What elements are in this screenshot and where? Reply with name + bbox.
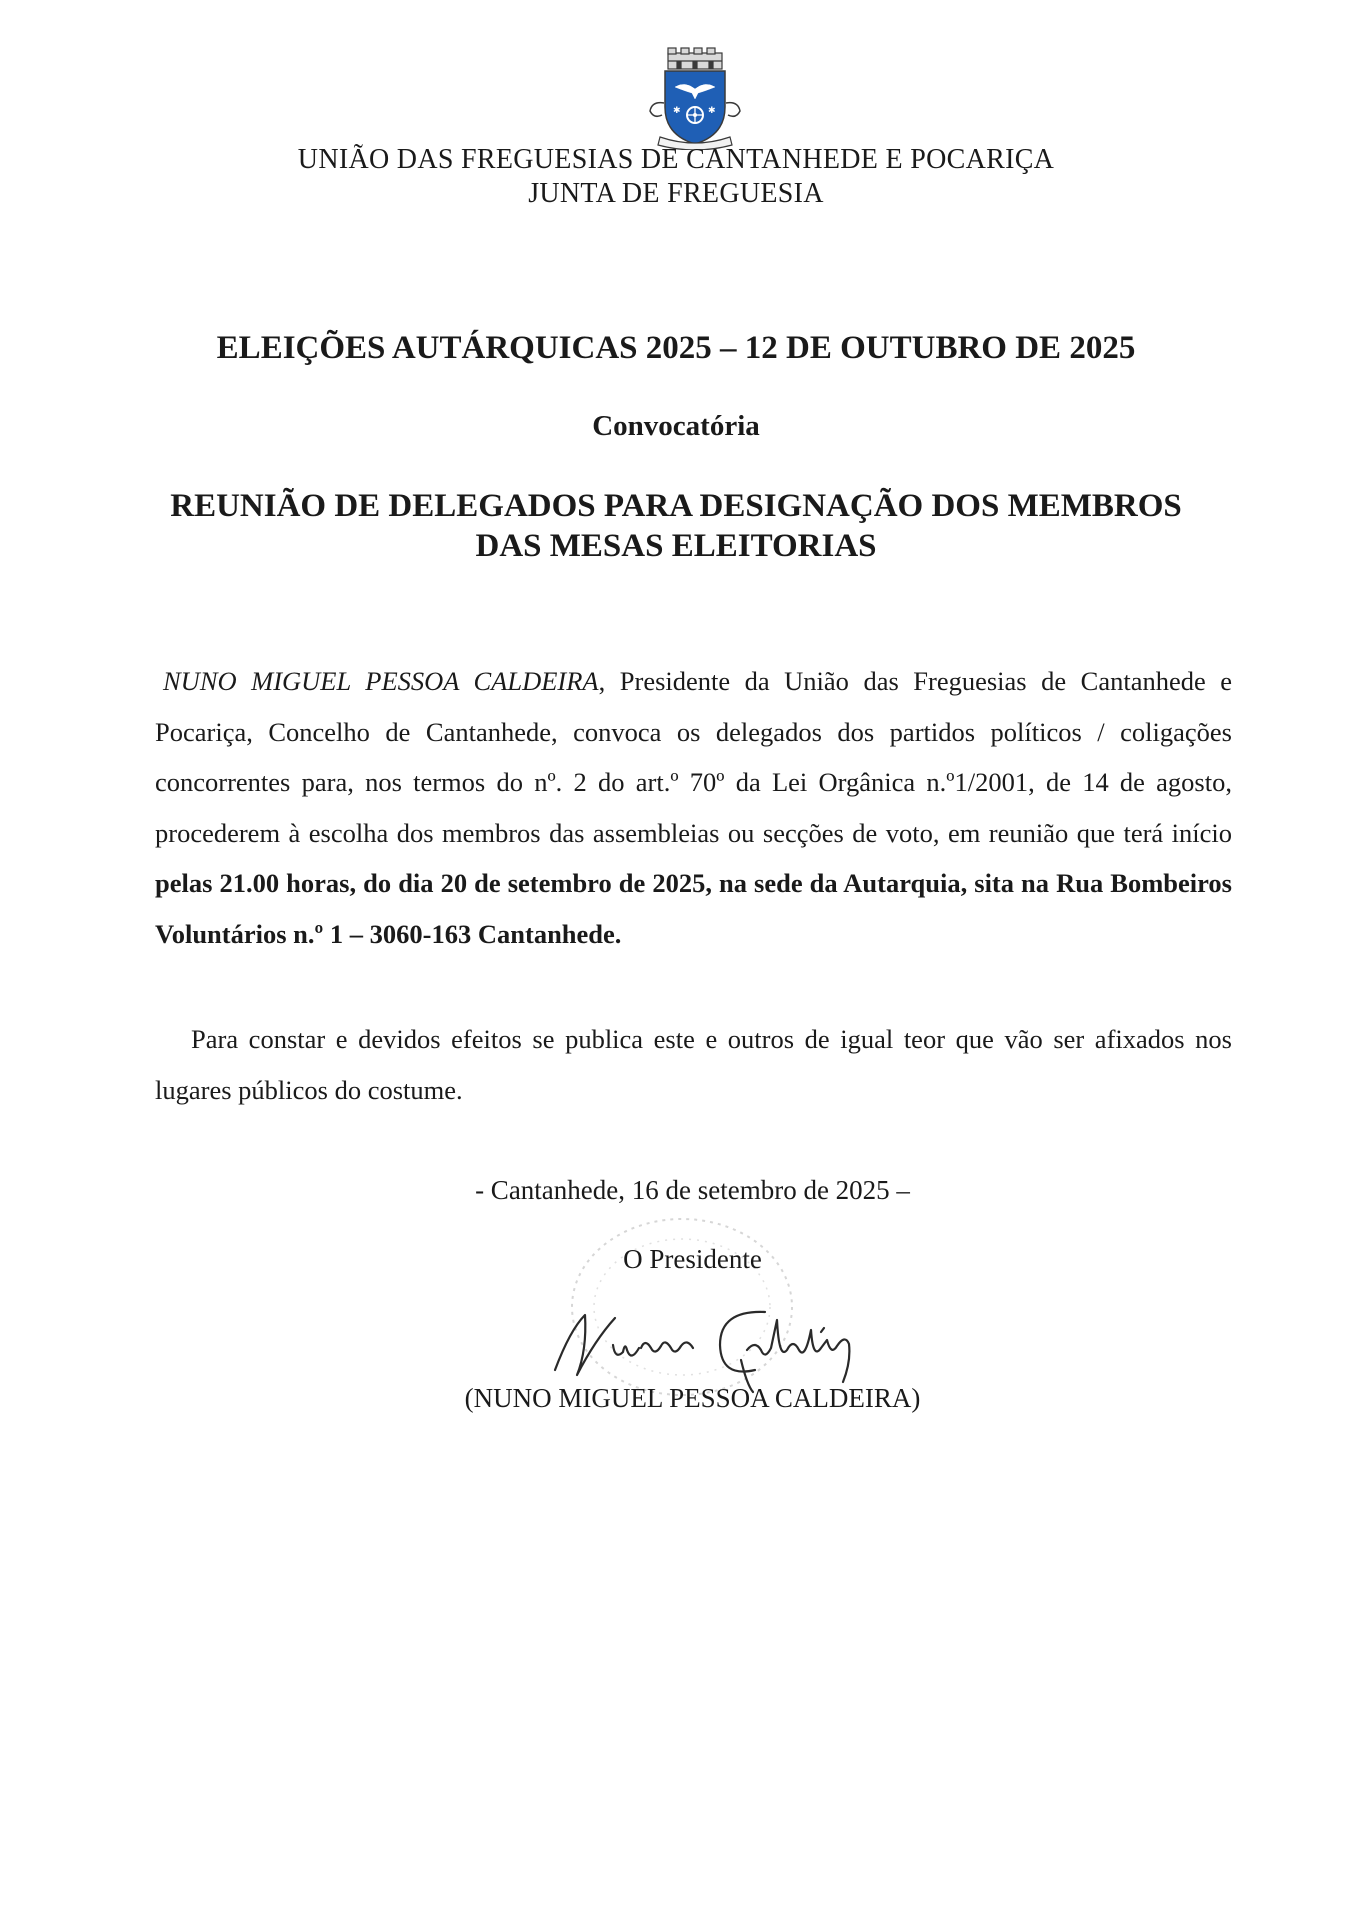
signatory-role: O Presidente bbox=[623, 1244, 762, 1274]
body-paragraph-1 bbox=[155, 656, 1232, 959]
body-paragraph-1-text: , Presidente da União das Freguesias de Cantanhede e Pocariça, Concelho de Cantanhede, convoca os delegados dos partidos políticos / coligações concorrentes para, nos termos do nº. 2 do art.º 70º da Lei Orgânica n.º1/2001, de 14 de agosto, procederem à escolha dos membros das assembleias ou secções de voto, em reunião que terá início bbox=[155, 666, 1232, 848]
body-paragraph-2: Para constar e devidos efeitos se publica este e outros de igual teor que vão ser afixados nos lugares públicos do costume. bbox=[155, 1024, 1232, 1105]
notice-heading-line-2: DAS MESAS ELEITORIAS bbox=[475, 528, 877, 564]
organization-unit: JUNTA DE FREGUESIA bbox=[528, 178, 824, 209]
coat-of-arms-emblem bbox=[640, 45, 750, 150]
organization-name: UNIÃO DAS FREGUESIAS DE CANTANHEDE E POCARIÇA bbox=[297, 144, 1055, 175]
meeting-details: pelas 21.00 horas, do dia 20 de setembro de 2025, na sede da Autarquia, sita na Rua Bombeiros Voluntários n.º 1 – 3060-163 Cantanhede. bbox=[155, 868, 1232, 949]
notice-subtitle: Convocatória bbox=[592, 410, 760, 442]
notice-heading-line-1: REUNIÃO DE DELEGADOS PARA DESIGNAÇÃO DOS MEMBROS bbox=[170, 488, 1182, 524]
mural-crown bbox=[668, 48, 722, 69]
notice-title: ELEIÇÕES AUTÁRQUICAS 2025 – 12 DE OUTUBRO DE 2025 bbox=[216, 330, 1136, 366]
svg-text:✱: ✱ bbox=[708, 106, 716, 116]
president-name: NUNO MIGUEL PESSOA CALDEIRA bbox=[163, 666, 599, 696]
svg-text:✱: ✱ bbox=[673, 106, 681, 116]
signatory-name: (NUNO MIGUEL PESSOA CALDEIRA) bbox=[464, 1383, 921, 1413]
dateline: - Cantanhede, 16 de setembro de 2025 – bbox=[475, 1175, 910, 1205]
